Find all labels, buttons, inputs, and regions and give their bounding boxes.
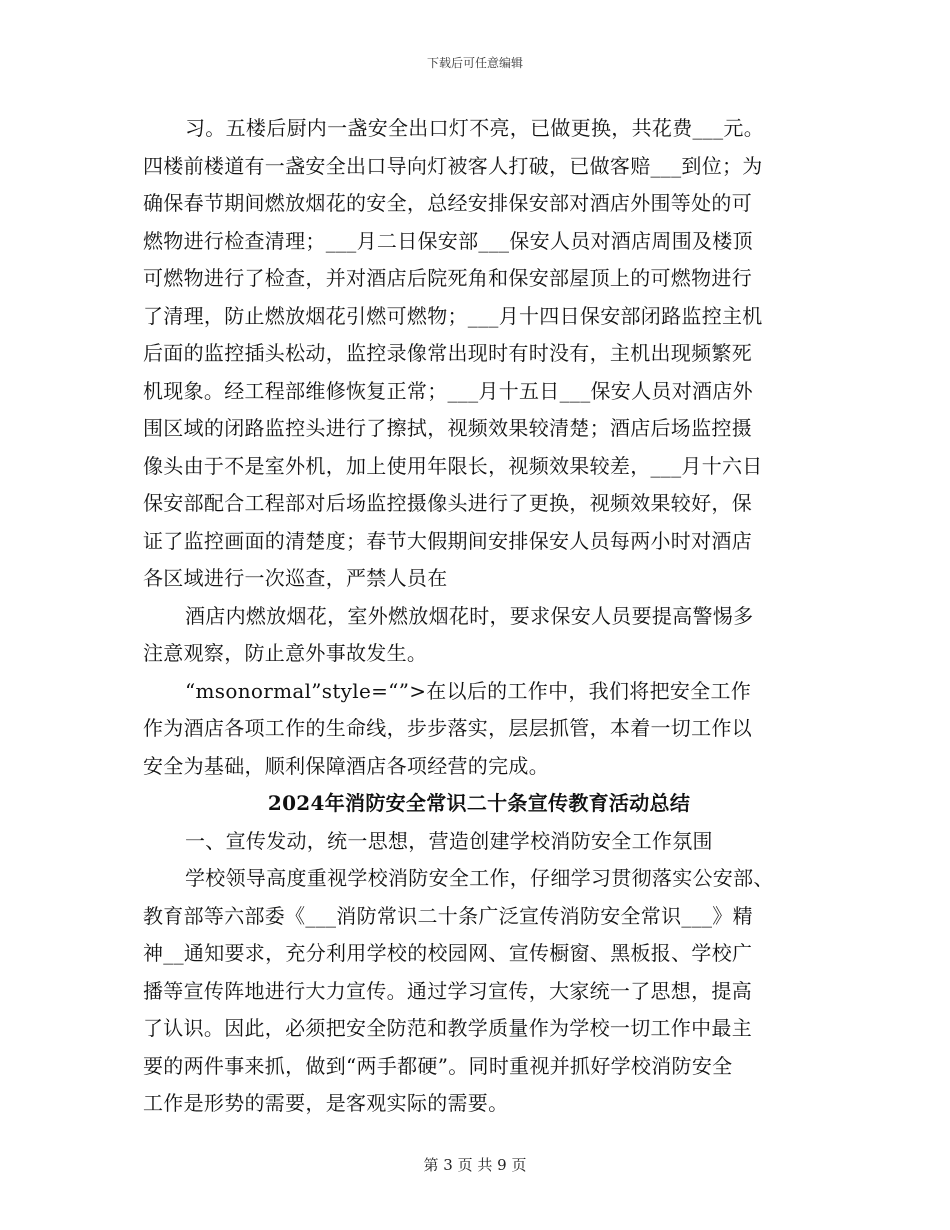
- paragraph-line: 作为酒店各项工作的生命线，步步落实，层层抓管，本着一切工作以: [143, 716, 752, 740]
- paragraph-line: 习。五楼后厨内一盏安全出口灯不亮，已做更换，共花费___元。: [185, 116, 764, 140]
- paragraph-line: 像头由于不是室外机，加上使用年限长，视频效果较差，___月十六日: [143, 453, 763, 478]
- paragraph-line: 机现象。经工程部维修恢复正常；___月十五日___保安人员对酒店外: [143, 378, 753, 403]
- paragraph-line: 播等宣传阵地进行大力宣传。通过学习宣传，大家统一了思想，提高: [143, 978, 752, 1003]
- page-number: 第 3 页 共 9 页: [423, 1156, 527, 1174]
- paragraph-line: 要的两件事来抓，做到“两手都硬”。同时重视并抓好学校消防安全: [143, 1053, 733, 1078]
- paragraph-line: 燃物进行检查清理；___月二日保安部___保安人员对酒店周围及楼顶: [143, 228, 753, 253]
- paragraph-line: 了认识。因此，必须把安全防范和教学质量作为学校一切工作中最主: [143, 1016, 752, 1040]
- paragraph-line: 工作是形势的需要，是客观实际的需要。: [143, 1091, 509, 1115]
- paragraph-line: 酒店内燃放烟花，室外燃放烟花时，要求保安人员要提高警惕多: [185, 603, 754, 628]
- paragraph-line: 各区域进行一次巡查，严禁人员在: [143, 566, 448, 590]
- paragraph-line: 保安部配合工程部对后场监控摄像头进行了更换，视频效果较好，保: [143, 491, 752, 515]
- section-title: 2024年消防安全常识二十条宣传教育活动总结: [267, 791, 691, 815]
- paragraph-line: 后面的监控插头松动，监控录像常出现时有时没有，主机出现频繁死: [143, 341, 752, 365]
- paragraph-line: 可燃物进行了检查，并对酒店后院死角和保安部屋顶上的可燃物进行: [143, 266, 752, 290]
- section-heading: 一、宣传发动，统一思想，营造创建学校消防安全工作氛围: [185, 828, 713, 853]
- paragraph-line: 注意观察，防止意外事故发生。: [143, 641, 428, 665]
- document-body: [143, 110, 815, 1123]
- paragraph-line: 神__通知要求，充分利用学校的校园网、宣传橱窗、黑板报、学校广: [143, 941, 753, 965]
- paragraph-line: 四楼前楼道有一盏安全出口导向灯被客人打破，已做客赔___到位；为: [143, 153, 763, 178]
- paragraph-line: 围区域的闭路监控头进行了擦拭，视频效果较清楚；酒店后场监控摄: [143, 416, 752, 440]
- header-note: 下载后可任意编辑: [426, 56, 523, 70]
- paragraph-line: 了清理，防止燃放烟花引燃可燃物；___月十四日保安部闭路监控主机: [143, 303, 763, 328]
- paragraph-line: 确保春节期间燃放烟花的安全，总经安排保安部对酒店外围等处的可: [143, 191, 752, 215]
- paragraph-line: 学校领导高度重视学校消防安全工作，仔细学习贯彻落实公安部、: [185, 866, 774, 890]
- paragraph-line: 证了监控画面的清楚度；春节大假期间安排保安人员每两小时对酒店: [143, 528, 752, 553]
- paragraph-line: 教育部等六部委《___消防常识二十条广泛宣传消防安全常识___》精: [143, 903, 753, 928]
- paragraph-line: “msonormal”style=“”>在以后的工作中，我们将把安全工作: [185, 678, 752, 703]
- paragraph-line: 安全为基础，顺利保障酒店各项经营的完成。: [143, 753, 549, 778]
